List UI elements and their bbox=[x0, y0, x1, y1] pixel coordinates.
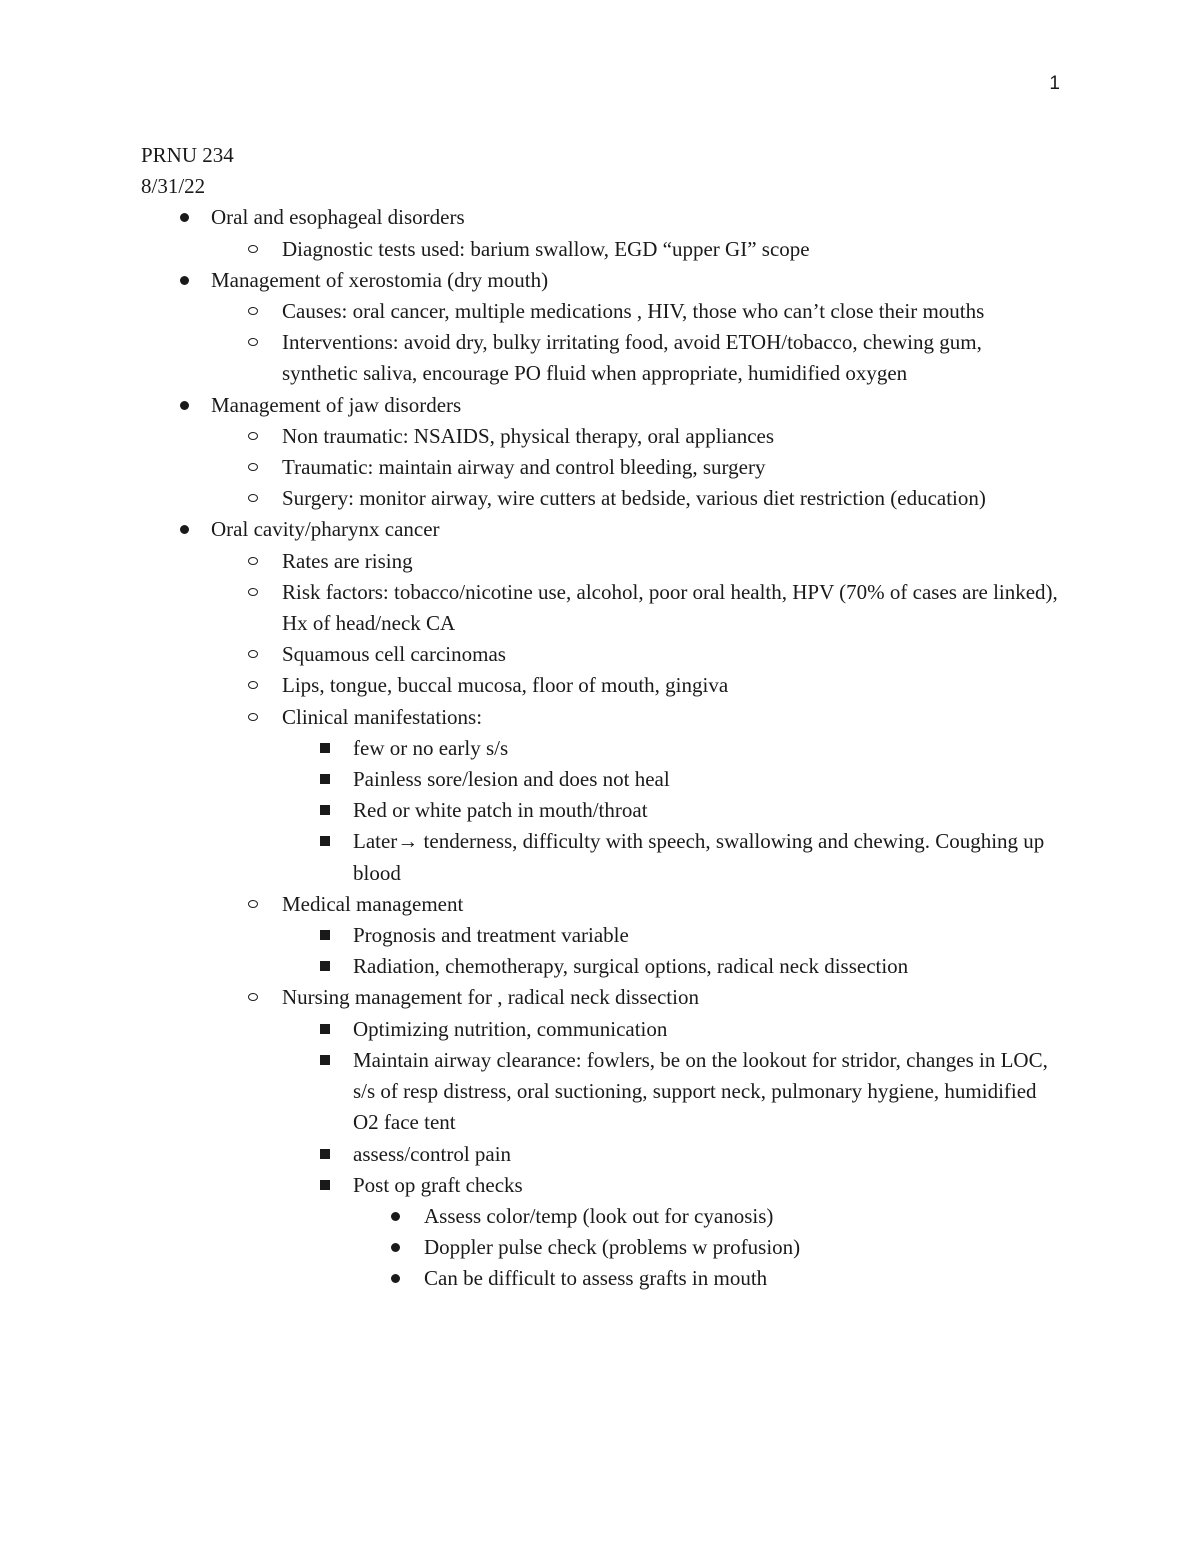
topic-title: Oral cavity/pharynx cancer bbox=[211, 517, 440, 542]
hollow-bullet-icon bbox=[248, 245, 258, 253]
subtopic-item: Non traumatic: NSAIDS, physical therapy, oral appliances bbox=[282, 421, 1061, 452]
hollow-bullet-icon bbox=[248, 650, 258, 658]
hollow-bullet-icon bbox=[248, 494, 258, 502]
bullet-icon bbox=[391, 1243, 400, 1252]
detail-item: Later→ tenderness, difficulty with speech, swallowing and chewing. Coughing up blood bbox=[353, 826, 1061, 888]
bullet-icon bbox=[391, 1274, 400, 1283]
hollow-bullet-icon bbox=[248, 338, 258, 346]
detail-item: Maintain airway clearance: fowlers, be on the lookout for stridor, changes in LOC, s/s of resp distress, oral suctioning, support neck, pulmonary hygiene, humidified O2 face tent bbox=[353, 1045, 1061, 1139]
graft-check-item: Can be difficult to assess grafts in mouth bbox=[424, 1263, 1061, 1294]
bullet-icon bbox=[180, 401, 189, 410]
hollow-bullet-icon bbox=[248, 713, 258, 721]
subtopic-item: Rates are rising bbox=[282, 546, 1061, 577]
square-bullet-icon bbox=[320, 836, 330, 846]
square-bullet-icon bbox=[320, 805, 330, 815]
graft-check-item: Assess color/temp (look out for cyanosis) bbox=[424, 1201, 1061, 1232]
subtopic-item: Clinical manifestations: few or no early s/s Painless sore/lesion and does not heal Red or white patch in mouth/throat Later→ tenderness, difficulty with speech, swallowing and chewing. Coughing up blood bbox=[282, 702, 1061, 889]
topic-list bbox=[141, 202, 1061, 1294]
hollow-bullet-icon bbox=[248, 900, 258, 908]
topic-item bbox=[141, 202, 1061, 264]
subtopic-list bbox=[282, 234, 1061, 265]
square-bullet-icon bbox=[320, 774, 330, 784]
detail-item: Post op graft checks Assess color/temp (look out for cyanosis) Doppler pulse check (problems w profusion) Can be difficult to assess grafts in mouth bbox=[353, 1170, 1061, 1295]
detail-list bbox=[353, 1014, 1061, 1295]
subtopic-list bbox=[282, 421, 1061, 515]
graft-check-item: Doppler pulse check (problems w profusion) bbox=[424, 1232, 1061, 1263]
subtopic-item: Diagnostic tests used: barium swallow, EGD “upper GI” scope bbox=[282, 234, 1061, 265]
topic-item bbox=[141, 514, 1061, 1294]
notes-document bbox=[141, 140, 1061, 1295]
detail-item: Optimizing nutrition, communication bbox=[353, 1014, 1061, 1045]
square-bullet-icon bbox=[320, 743, 330, 753]
subtopic-item: Lips, tongue, buccal mucosa, floor of mouth, gingiva bbox=[282, 670, 1061, 701]
topic-item bbox=[141, 390, 1061, 515]
detail-item: Red or white patch in mouth/throat bbox=[353, 795, 1061, 826]
hollow-bullet-icon bbox=[248, 557, 258, 565]
subtopic-item: Medical management Prognosis and treatment variable Radiation, chemotherapy, surgical options, radical neck dissection bbox=[282, 889, 1061, 983]
square-bullet-icon bbox=[320, 961, 330, 971]
note-date: 8/31/22 bbox=[141, 174, 206, 199]
topic-item bbox=[141, 265, 1061, 390]
hollow-bullet-icon bbox=[248, 681, 258, 689]
subtopic-item: Traumatic: maintain airway and control bleeding, surgery bbox=[282, 452, 1061, 483]
detail-item: Painless sore/lesion and does not heal bbox=[353, 764, 1061, 795]
bullet-icon bbox=[180, 276, 189, 285]
subtopic-item: Interventions: avoid dry, bulky irritating food, avoid ETOH/tobacco, chewing gum, synthetic saliva, encourage PO fluid when appropriate, humidified oxygen bbox=[282, 327, 1061, 389]
subtopic-item: Nursing management for , radical neck dissection Optimizing nutrition, communication Maintain airway clearance: fowlers, be on the lookout for stridor, changes in LOC, s/s of resp distress, oral suctioning, support neck, pulmonary hygiene, humidified O2 face tent assess/control pain Post op graft checks Assess color/temp (look out for cyanosis) Doppler pulse check (problems w profusion) Can be difficult to assess grafts in mouth bbox=[282, 982, 1061, 1294]
square-bullet-icon bbox=[320, 1024, 330, 1034]
topic-title: Oral and esophageal disorders bbox=[211, 205, 465, 230]
detail-item: few or no early s/s bbox=[353, 733, 1061, 764]
subtopic-item: Squamous cell carcinomas bbox=[282, 639, 1061, 670]
detail-list bbox=[353, 920, 1061, 982]
subtopic-list bbox=[282, 296, 1061, 390]
subtopic-item: Surgery: monitor airway, wire cutters at bedside, various diet restriction (education) bbox=[282, 483, 1061, 514]
subtopic-list bbox=[282, 546, 1061, 1295]
hollow-bullet-icon bbox=[248, 588, 258, 596]
hollow-bullet-icon bbox=[248, 993, 258, 1001]
square-bullet-icon bbox=[320, 1055, 330, 1065]
subtopic-item: Risk factors: tobacco/nicotine use, alcohol, poor oral health, HPV (70% of cases are linked), Hx of head/neck CA bbox=[282, 577, 1061, 639]
subtopic-item: Causes: oral cancer, multiple medications , HIV, those who can’t close their mouths bbox=[282, 296, 1061, 327]
square-bullet-icon bbox=[320, 930, 330, 940]
detail-item: Radiation, chemotherapy, surgical options, radical neck dissection bbox=[353, 951, 1061, 982]
square-bullet-icon bbox=[320, 1149, 330, 1159]
page-number: 1 bbox=[1049, 73, 1060, 94]
hollow-bullet-icon bbox=[248, 463, 258, 471]
bullet-icon bbox=[180, 213, 189, 222]
hollow-bullet-icon bbox=[248, 307, 258, 315]
detail-list bbox=[353, 733, 1061, 889]
bullet-icon bbox=[180, 525, 189, 534]
hollow-bullet-icon bbox=[248, 432, 258, 440]
detail-item: Prognosis and treatment variable bbox=[353, 920, 1061, 951]
detail-item: assess/control pain bbox=[353, 1139, 1061, 1170]
topic-title: Management of jaw disorders bbox=[211, 392, 462, 417]
square-bullet-icon bbox=[320, 1180, 330, 1190]
graft-check-list bbox=[424, 1201, 1061, 1295]
course-title: PRNU 234 bbox=[141, 143, 234, 167]
topic-title: Management of xerostomia (dry mouth) bbox=[211, 267, 549, 292]
bullet-icon bbox=[391, 1212, 400, 1221]
